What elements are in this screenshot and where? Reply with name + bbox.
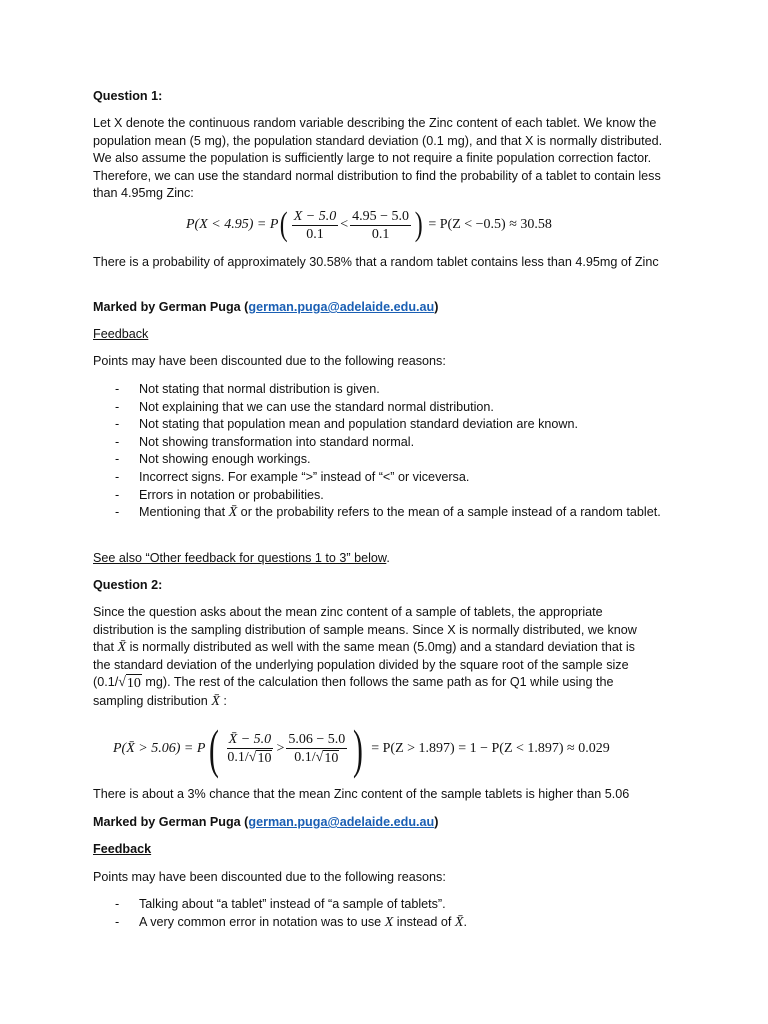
list-item: - A very common error in notation was to use X instead of X̄. <box>115 914 467 930</box>
q2-body <box>93 604 683 711</box>
q2-feedback-heading: Feedback <box>93 842 152 856</box>
list-item: - Not stating that normal distribution is given. <box>115 382 380 396</box>
q1-intro: Let X denote the continuous random variable describing the Zinc content of each tablet. We know the population mean (5 mg), the population standard deviation (0.1 mg), and that X is normally distributed. We also assume the population is sufficiently large to not require a finite population correction factor. Therefore, we can use the standard normal distribution to find the probability of a tablet to contain less than 4.95mg Zinc: <box>93 116 663 201</box>
list-item: - Not stating that population mean and population standard deviation are known. <box>115 417 578 432</box>
q1-see-also: See also “Other feedback for questions 1 to 3” below. <box>93 551 390 565</box>
q2-email-link[interactable]: german.puga@adelaide.edu.au <box>248 815 435 829</box>
q1-eq-paren-open: ( <box>280 206 289 243</box>
q1-eq-frac1 <box>292 209 339 242</box>
list-item: - Not showing enough workings. <box>115 452 311 467</box>
sqrt-symbol: √ 10 <box>248 750 272 766</box>
q2-eq-paren-open: ( <box>209 719 220 779</box>
q2-line-2: distribution is the sampling distribution of sample means. Since X is normally distributed, we know <box>93 622 637 637</box>
q1-eq-paren-close: ) <box>414 206 423 243</box>
q2-eq-frac1-num: X̄ − 5.0 <box>228 732 272 747</box>
list-item: - Incorrect signs. For example “>” instead of “<” or viceversa. <box>115 469 470 484</box>
q1-conclusion: There is a probability of approximately 30.58% that a random tablet contains less than 4.95mg of Zinc <box>93 255 659 269</box>
q2-feedback-intro: Points may have been discounted due to the following reasons: <box>93 870 446 884</box>
q2-line-6: sampling distribution X̄ : <box>93 693 227 709</box>
q1-eq-frac1-den: 0.1 <box>306 226 324 242</box>
q1-feedback-list <box>115 381 675 522</box>
q2-eq-rhs: = P(Z > 1.897) = 1 − P(Z < 1.897) ≈ 0.029 <box>371 741 610 756</box>
q2-eq-frac2-num: 5.06 − 5.0 <box>288 732 346 747</box>
q1-eq-frac1-num: X − 5.0 <box>293 208 337 224</box>
x-bar-symbol: X̄ <box>454 914 464 930</box>
q2-eq-frac2 <box>286 732 347 766</box>
q1-email-link[interactable]: german.puga@adelaide.edu.au <box>248 300 435 314</box>
q2-conclusion: There is about a 3% chance that the mean Zinc content of the sample tablets is higher than 5.06 <box>93 787 630 801</box>
sqrt-symbol: √ 10 <box>118 675 141 692</box>
see-also-link[interactable]: See also “Other feedback for questions 1 to 3” below <box>93 551 387 565</box>
q2-line-5: (0.1/√ 10 mg). The rest of the calculation then follows the same path as for Q1 while using the <box>93 675 614 692</box>
q2-line-1: Since the question asks about the mean zinc content of a sample of tablets, the appropriate <box>93 605 603 619</box>
list-item: - Not explaining that we can use the standard normal distribution. <box>115 399 494 414</box>
q2-marked-by: Marked by German Puga (german.puga@adelaide.edu.au) <box>93 815 439 829</box>
q2-eq-frac1-den: 0.1/√ 10 <box>227 750 272 766</box>
list-item: - Not showing transformation into standard normal. <box>115 434 415 449</box>
q1-eq-frac2-den: 0.1 <box>371 226 390 242</box>
q2-eq-frac2-den: 0.1/√ 10 <box>294 750 339 766</box>
q2-eq-paren-close: ) <box>353 719 364 779</box>
q1-heading: Question 1: <box>93 89 163 103</box>
list-item: - Talking about “a tablet” instead of “a sample of tablets”. <box>115 897 446 911</box>
q2-eq-frac1 <box>225 732 274 766</box>
q2-line-3: that X̄ is normally distributed as well with the same mean (5.0mg) and a standard deviation that is <box>93 640 635 656</box>
q2-equation <box>113 719 610 779</box>
q1-eq-frac2-num: 4.95 − 5.0 <box>352 208 410 224</box>
q1-eq-lt: < <box>340 217 349 232</box>
q1-eq-lhs: P(X < 4.95) = P <box>186 217 279 232</box>
x-bar-symbol: X̄ <box>117 640 127 656</box>
list-item: - Errors in notation or probabilities. <box>115 487 324 502</box>
x-bar-symbol: X̄ <box>211 693 220 709</box>
q1-eq-frac2 <box>350 209 411 242</box>
q1-equation <box>186 208 552 242</box>
q2-line-4: the standard deviation of the underlying population divided by the square root of the sample size <box>93 657 629 672</box>
q2-eq-gt: > <box>276 741 285 756</box>
list-item: - Mentioning that X̄ or the probability refers to the mean of a sample instead of a random tablet. <box>115 505 661 521</box>
q2-feedback-list <box>115 896 675 931</box>
q1-marked-suffix: ) <box>434 300 439 314</box>
q1-feedback-heading: Feedback <box>93 327 149 341</box>
x-symbol: X <box>384 914 394 930</box>
q1-eq-rhs: = P(Z < −0.5) ≈ 30.58 <box>428 217 552 232</box>
q1-marked-by <box>93 299 683 317</box>
q2-eq-lhs: P(X̄ > 5.06) = P <box>113 741 206 756</box>
q2-heading: Question 2: <box>93 578 163 592</box>
sqrt-symbol: √ 10 <box>315 750 339 766</box>
q1-feedback-intro: Points may have been discounted due to the following reasons: <box>93 354 446 368</box>
q1-marked-prefix: Marked by German Puga ( <box>93 300 249 314</box>
x-bar-symbol: X̄ <box>228 505 238 521</box>
